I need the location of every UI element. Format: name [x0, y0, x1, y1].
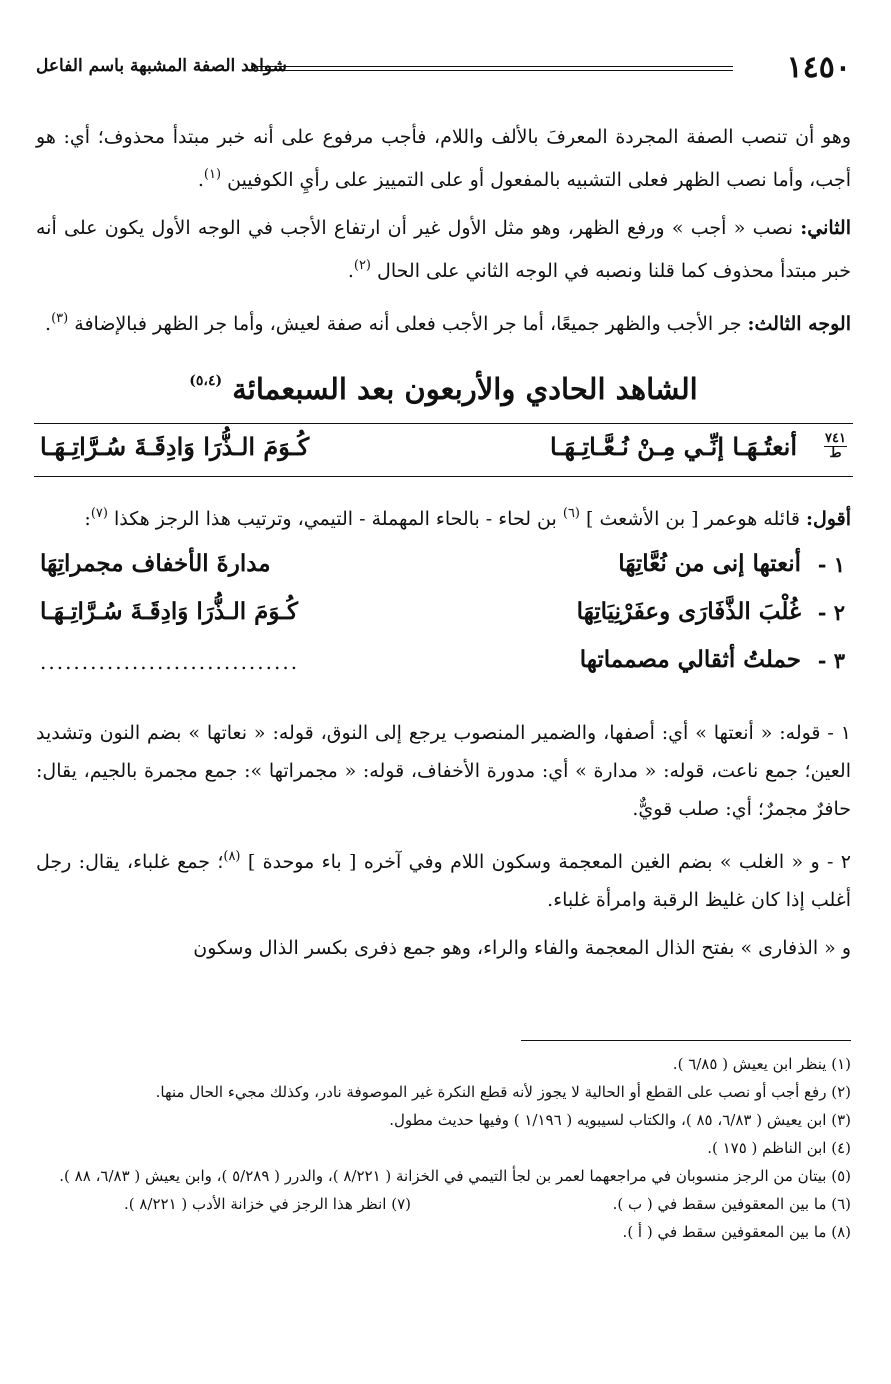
footnote-7: (٧) انظر هذا الرجز في خزانة الأدب ( ٨/٢٢١ ). [123, 1195, 411, 1213]
footnote-ref-1: (١) [203, 167, 222, 182]
verse-hemistich-1: أنعتُـهَـا إنِّـي مِـنْ نُـعَّـاتِـهَـا [550, 432, 797, 461]
running-title: شواهد الصفة المشبهة باسم الفاعل [36, 56, 287, 76]
footnote-separator [521, 1040, 851, 1041]
explanation-1: ١ - قوله: « أنعتها » أي: أصفها، والضمير المنصوب يرجع إلى النوق، قوله: « نعاتها » بضم النون وتشديد العين؛ جمع ناعت، قوله: « مدارة » أي: مدورة الأخفاف، قوله: « مجمراتها »: جمع مجمرة بالجيم، يقال: حافرٌ مجمرٌ؛ أي: صلب قويٌّ. [36, 722, 851, 820]
poem-line-number: ٣ - [817, 648, 845, 673]
paragraph-1 [36, 118, 851, 199]
paragraph-3-end: . [45, 313, 52, 335]
poem-hemistich-first: غُلْبَ الذَّفَارَى وعفَرْنِيَاتِهَا [576, 598, 801, 625]
footnote-5: (٥) بيتان من الرجز منسوبان في مراجعهما لعمر بن لجأ التيمي في الخزانة ( ٨/٢٢١ )، والدرر ( ٥/٢٨٩ )، وابن يعيش ( ٦/٨٣، ٨٨ ). [59, 1167, 851, 1185]
verse-meter: ط [829, 446, 842, 461]
footnote-3: (٣) ابن يعيش ( ٦/٨٣، ٨٥ )، والكتاب لسيبويه ( ١/١٩٦ ) وفيها حديث مطول. [389, 1111, 851, 1129]
footnote-row-6-7 [36, 1190, 851, 1218]
commentary-text-2: بن لحاء - بالحاء المهملة - التيمي، وترتيب هذا الرجز هكذا [107, 508, 563, 530]
poem-line-number: ١ - [817, 552, 845, 577]
footnote-1: (١) ينظر ابن يعيش ( ٦/٨٥ ). [672, 1055, 851, 1073]
footnote-ref-4-5: (٥،٤) [189, 373, 223, 389]
verse-hemistich-2: كُـوَمَ الـذُّرَا وَادِقَـةَ سُـرَّاتِـهَـا [40, 432, 310, 461]
footnote-ref-3: (٣) [51, 311, 69, 326]
poem-line-number: ٢ - [817, 600, 845, 625]
footnote-ref-7: (٧) [90, 506, 108, 521]
footnote-6: (٦) ما بين المعقوفين سقط في ( ب ). [612, 1195, 851, 1213]
paragraph-1-text: وهو أن تنصب الصفة المجردة المعرفَ بالألف واللام، فأجب مرفوع على أنه خبر مبتدأ محذوف؛ أي: هو أجب، وأما نصب الظهر فعلى التشبيه بالمفعول أو على التمييز على رأيِ الكوفيين [36, 126, 851, 191]
main-text [36, 118, 851, 977]
explanation-3: و « الذفارى » بفتح الذال المعجمة والفاء والراء، وهو جمع ذفرى بكسر الذال وسكون [193, 937, 851, 959]
commentary-text-3: : [84, 508, 91, 530]
paragraph-3-text: جر الأجب والظهر جميعًا، أما جر الأجب فعلى أنه صفة لعيش، وأما جر الظهر فبالإضافة [74, 313, 748, 335]
poem-hemistich-first: أنعتها إنى من نُعَّاتِهَا [618, 550, 801, 577]
poem-line [36, 644, 851, 690]
commentary [36, 495, 851, 538]
poem-hemistich-first: حملتُ أثقالي مصمماتها [579, 646, 801, 673]
paragraph-1-end: . [197, 169, 204, 191]
poem-line [36, 548, 851, 594]
commentary-label: أقول: [806, 508, 851, 530]
paragraph-3-label: الوجه الثالث: [747, 313, 851, 335]
paragraph-2 [36, 209, 851, 290]
verse-box [34, 423, 853, 477]
explanation-2-text-a: ٢ - و « الغلب » بضم الغين المعجمة وسكون اللام وفي آخره [ باء موحدة ] [240, 851, 851, 873]
poem [36, 548, 851, 698]
footnote-ref-2: (٢) [353, 258, 371, 273]
poem-line [36, 596, 851, 642]
section-title-text: الشاهد الحادي والأربعون بعد السبعمائة [232, 372, 698, 406]
footnote-4: (٤) ابن الناظم ( ١٧٥ ). [707, 1139, 851, 1157]
paragraph-2-label: الثاني: [800, 217, 851, 239]
poem-hemistich-second: مدارةَ الأخفاف مجمراتِهَا [40, 550, 271, 577]
explanation-2-text-b: ؛ جمع غلباء، يقال: رجل أغلب إذا كان غليظ الرقبة وامرأة غلباء. [36, 851, 851, 911]
paragraph-2-text: نصب « أجب » ورفع الظهر، وهو مثل الأول غير أن ارتفاع الأجب في الوجه الأول يكون على أنه خبر مبتدأ محذوف كما قلنا ونصبه في الوجه الثاني على الحال [36, 217, 851, 282]
verse-number-value: ٧٤١ [825, 431, 846, 446]
footnotes [36, 1050, 851, 1246]
paragraph-3 [36, 300, 851, 343]
page-number: ١٤٥٠ [786, 50, 851, 85]
commentary-text-1: قائله هوعمر [ بن الأشعث ] [580, 508, 806, 530]
verse-number [824, 432, 847, 461]
footnote-ref-6: (٦) [562, 506, 580, 521]
header-rule [251, 66, 733, 71]
poem-hemistich-second: كُـوَمَ الـذُّرَا وَادِقَـةَ سُـرَّاتِـهَـا [40, 598, 298, 625]
footnote-ref-8: (٨) [223, 849, 241, 864]
footnote-8: (٨) ما بين المعقوفين سقط في ( أ ). [622, 1223, 851, 1241]
explanation-2 [36, 838, 851, 919]
footnote-2: (٢) رفع أجب أو نصب على القطع أو الحالية لا يجوز لأنه قطع النكرة غير الموصوفة نادر، وكذلك مجيء الحال منها. [155, 1083, 851, 1101]
section-title [36, 361, 851, 409]
page-header [36, 50, 851, 90]
poem-ellipsis: ............................... [40, 650, 300, 674]
paragraph-2-end: . [347, 260, 354, 282]
